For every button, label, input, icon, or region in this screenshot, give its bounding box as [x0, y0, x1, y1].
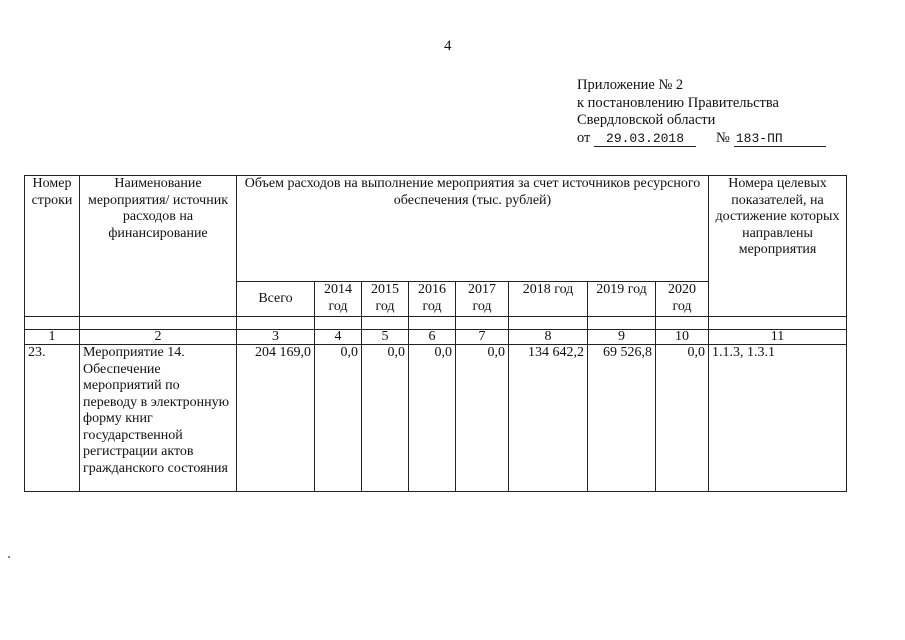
- header-year-2020: 2020 год: [656, 282, 709, 317]
- header-year-2014: 2014 год: [315, 282, 362, 317]
- header-expenses: Объем расходов на выполнение мероприятия за счет источников ресурсного обеспечения (тыс. рублей): [237, 176, 709, 282]
- header-year-2019: 2019 год: [588, 282, 656, 317]
- column-index: 3: [237, 330, 315, 345]
- value-2015: 0,0: [362, 345, 409, 492]
- column-index: 2: [80, 330, 237, 345]
- appendix-title: Приложение № 2: [577, 77, 684, 93]
- target-indicators: 1.1.3, 1.3.1: [709, 345, 847, 492]
- table-row: [25, 345, 847, 492]
- value-2020: 0,0: [656, 345, 709, 492]
- total-value: 204 169,0: [237, 345, 315, 492]
- page-number: 4: [444, 38, 452, 54]
- header-year-2015: 2015 год: [362, 282, 409, 317]
- spacer-cell: [656, 317, 709, 330]
- spacer-cell: [588, 317, 656, 330]
- header-year-2017: 2017 год: [456, 282, 509, 317]
- header-row: [25, 176, 847, 282]
- date-prefix: от: [577, 129, 591, 146]
- appendix-resolution: к постановлению Правительства: [577, 94, 779, 111]
- expenses-table: [24, 175, 847, 492]
- column-index: 7: [456, 330, 509, 345]
- value-2016: 0,0: [409, 345, 456, 492]
- number-sign: №: [716, 129, 730, 146]
- spacer-cell: [237, 317, 315, 330]
- column-index: 10: [656, 330, 709, 345]
- column-index-row: [25, 330, 847, 345]
- column-index: 9: [588, 330, 656, 345]
- header-targets: Номера целевых показателей, на достижение которых направлены мероприятия: [709, 176, 847, 317]
- spacer-cell: [362, 317, 409, 330]
- header-total: Всего: [237, 282, 315, 317]
- spacer-cell: [80, 317, 237, 330]
- column-index: 5: [362, 330, 409, 345]
- column-index: 4: [315, 330, 362, 345]
- spacer-cell: [456, 317, 509, 330]
- spacer-row: [25, 317, 847, 330]
- appendix-date-line: [577, 130, 826, 148]
- spacer-cell: [709, 317, 847, 330]
- column-index: 6: [409, 330, 456, 345]
- spacer-cell: [509, 317, 588, 330]
- value-2014: 0,0: [315, 345, 362, 492]
- event-name: Мероприятие 14. Обеспечение мероприятий по переводу в электронную форму книг государственной регистрации актов гражданского состояния: [80, 345, 237, 492]
- scan-speck: [8, 556, 10, 558]
- appendix-region: Свердловской области: [577, 112, 716, 128]
- spacer-cell: [315, 317, 362, 330]
- header-year-2018: 2018 год: [509, 282, 588, 317]
- spacer-cell: [409, 317, 456, 330]
- value-2017: 0,0: [456, 345, 509, 492]
- header-event-name: Наименование мероприятия/ источник расходов на финансирование: [80, 176, 237, 317]
- header-row-number: Номер строки: [25, 176, 80, 317]
- row-number: 23.: [25, 345, 80, 492]
- header-year-2016: 2016 год: [409, 282, 456, 317]
- column-index: 11: [709, 330, 847, 345]
- resolution-date: 29.03.2018: [594, 132, 696, 147]
- appendix-header: [577, 77, 826, 147]
- column-index: 1: [25, 330, 80, 345]
- spacer-cell: [25, 317, 80, 330]
- value-2019: 69 526,8: [588, 345, 656, 492]
- resolution-number: 183-ПП: [734, 132, 826, 147]
- value-2018: 134 642,2: [509, 345, 588, 492]
- column-index: 8: [509, 330, 588, 345]
